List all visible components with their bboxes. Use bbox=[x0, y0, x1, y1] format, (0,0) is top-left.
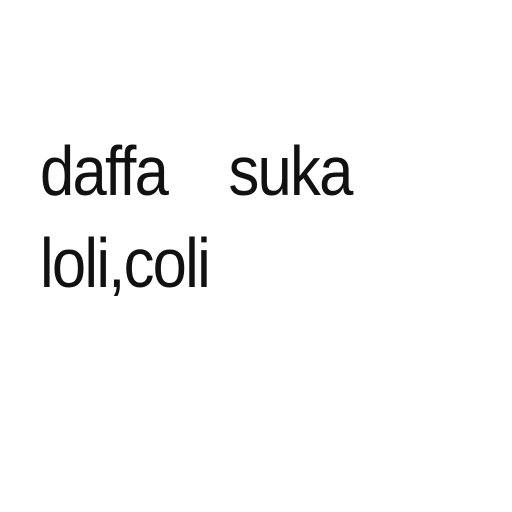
text-line-1: daffa suka bbox=[40, 132, 352, 210]
text-line-2: loli,coli bbox=[40, 224, 210, 302]
